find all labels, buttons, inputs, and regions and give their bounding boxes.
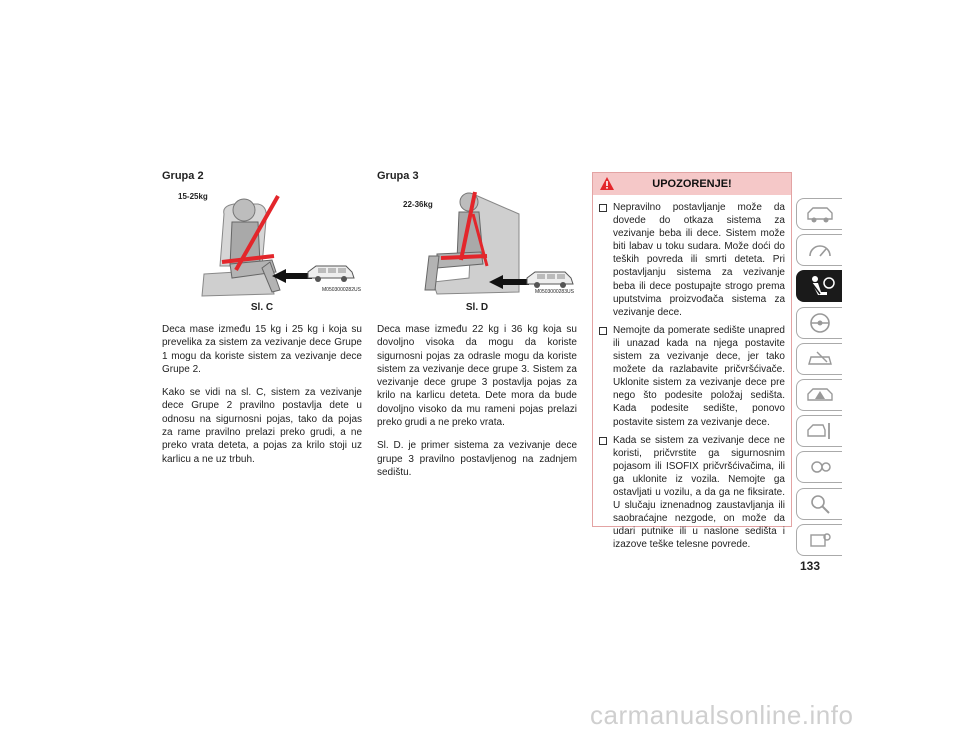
group2-paragraph-2: Kako se vidi na sl. C, sistem za vezivanje dece Grupe 2 pravilno postavlja dete u odnosu na sigurnosni pojas, tako da pojas za rame pravilno prelazi preko grudi, a ne preko vrata deteta, a pojas za krilo stoji uz karlicu a ne uz trbuh. [162,387,362,465]
group2-paragraph-1: Deca mase između 15 kg i 25 kg i koja su prevelika za sistem za vezivanje dece Grupe 1 mogu da koriste sistem za vezivanje dece Grupe 2. [162,324,362,375]
search-index-icon [805,493,835,515]
group3-heading: Grupa 3 [377,170,419,182]
figure-d-weight: 22-36kg [403,200,433,209]
warning-triangle-icon [599,176,615,191]
tab-multimedia[interactable] [796,524,842,556]
warning-box [592,172,792,551]
bullet-square-icon [599,437,607,445]
warning-header [593,173,791,195]
booster-seat-illustration [162,186,362,298]
steering-wheel-icon [805,311,835,335]
figure-d-code: M0503000283US [535,289,574,295]
starting-driving-icon [805,348,835,370]
safety-airbag-icon [805,274,835,298]
group3-paragraph-2: Sl. D. je primer sistema za vezivanje dece grupe 3 pravilno postavljenog na zadnjem sedištu. [377,440,577,478]
warning-item [599,201,785,319]
technical-specs-icon [805,456,835,478]
bullet-square-icon [599,327,607,335]
tab-search[interactable] [796,488,842,520]
group3-paragraph-1: Deca mase između 22 kg i 36 kg koja su dovoljno visoka da mogu da koriste sigurnosni pojas za odrasle mogu da koriste sistem za vezivanje dece grupe 3. Sistem za vezivanje dece grupe 3 postavlja pojas za krilo na karlicu deteta. Dete mora da bude dovoljno visoko da mu rameni pojas prelazi preko grudi a ne preko vrata. [377,324,577,429]
figure-c-code: M0503000282US [322,287,361,293]
watermark: carmanualsonline.info [590,700,854,730]
warning-title: UPOZORENJE! [652,178,732,190]
tab-service[interactable] [796,415,842,447]
group2-column [162,170,362,476]
tab-dashboard[interactable] [796,234,842,266]
tab-technical[interactable] [796,451,842,483]
emergency-icon [805,384,835,406]
warning-item [599,324,785,429]
warning-item [599,434,785,552]
multimedia-icon [805,529,835,551]
chapter-tabs [796,198,842,560]
figure-d-caption: Sl. D [465,302,489,313]
car-info-icon [805,203,835,225]
warning-list [593,201,791,551]
figure-c-weight: 15-25kg [178,192,208,201]
bullet-square-icon [599,204,607,212]
tab-driving[interactable] [796,307,842,339]
figure-c-caption: Sl. C [250,302,274,313]
tab-safety[interactable] [796,270,842,302]
page-number: 133 [800,559,821,573]
tab-car-info[interactable] [796,198,842,230]
warning-item-text: Nepravilno postavljanje može da dovede do otkaza sistema za vezivanje beba ili dece. Sistem može biti labav u toku sudara. Može doći do teških povreda ili smrti deteta. Pri postavljanju sistema za vezivanje beba ili dece postupajte strogo prema uputstvima proizvođača sistema za vezivanje dece. [613,202,785,318]
warning-item-text: Nemojte da pomerate sedište unapred ili unazad kada na njega postavite sistem za vezivanje dece, jer tako možete da razlabavite pričvršćivače. Uklonite sistem za vezivanje dece pre nego što podesite položaj sedišta. Kada podesite sedište, ponovo postavite sistem za vezivanje dece. [613,324,785,428]
warning-item-text: Kada se sistem za vezivanje dece ne koristi, pričvrstite ga sigurnosnim pojasom ili ISOFIX pričvršćivačima, ili ga uklonite iz vozila. Nemojte ga ostavljati u vozilu, a da ga ne fiksirate. U slučaju iznenadnog zaustavljanja ili saobraćajne nezgode, on može da udari putnike ili u naslone sedišta i izazove teške telesne povrede. [613,434,785,551]
dashboard-icon [805,239,835,261]
service-icon [805,420,835,442]
group3-column [377,170,577,489]
tab-emergency[interactable] [796,379,842,411]
figure-c [162,186,362,298]
tab-starting[interactable] [796,343,842,375]
group2-heading: Grupa 2 [162,170,204,182]
figure-d [377,186,577,298]
